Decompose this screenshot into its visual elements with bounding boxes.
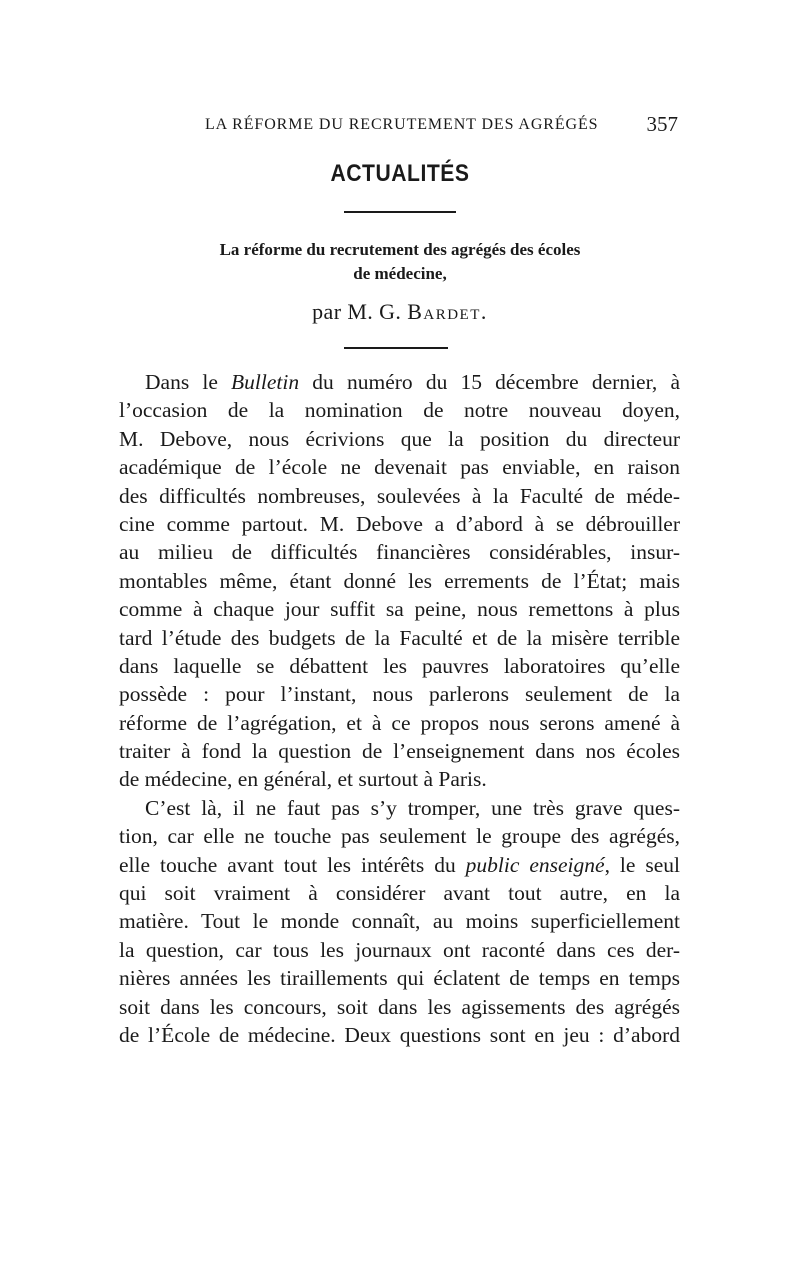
text-line [119,851,680,879]
journal-title: Bulletin [231,370,300,394]
text-line: nières années les tiraillements qui éclatent de temps en temps [119,966,680,991]
section-title: ACTUALITÉS [330,160,470,187]
text-line: de médecine, en général, et surtout à Paris. [119,767,487,792]
text-line [119,368,680,396]
text-line: dans laquelle se débattent les pauvres laboratoires qu’elle [119,653,680,678]
text-line: réforme de l’agrégation, et à ce propos nous serons amené à [119,710,680,735]
text-line: montables même, étant donné les errements de l’État; mais [119,568,680,593]
text-line: C’est là, il ne faut pas s’y tromper, une très grave ques- [145,795,680,820]
running-head [0,112,800,138]
text-line: qui soit vraiment à considérer avant tout autre, en la [119,881,680,906]
divider-rule [344,347,448,349]
running-head-title: LA RÉFORME DU RECRUTEMENT DES AGRÉGÉS [205,116,599,133]
text-span: du numéro du 15 décembre dernier, à [299,370,680,394]
text-line: académique de l’école ne devenait pas enviable, en raison [119,455,680,480]
text-span: , le seul [604,852,680,877]
text-line: matière. Tout le monde connaît, au moins superficiellement [119,909,680,934]
text-line: l’occasion de la nomination de notre nouveau doyen, [119,398,680,423]
article-title-line: de médecine, [353,264,447,283]
page-number: 357 [646,112,678,136]
text-line: des difficultés nombreuses, soulevées à la Faculté de méde- [119,483,680,508]
byline-prefix: par M. G. [312,299,408,324]
text-line: traiter à fond la question de l’enseignement dans nos écoles [119,739,680,764]
text-line: au milieu de difficultés financières considérables, insur- [119,540,680,565]
text-span: Dans le [145,370,232,394]
author-name: Bardet. [407,299,488,324]
text-line: M. Debove, nous écrivions que la position du directeur [119,426,680,451]
article-body [119,368,680,1049]
text-line: tion, car elle ne touche pas seulement le groupe des agrégés, [119,824,680,849]
text-line: de l’École de médecine. Deux questions sont en jeu : d’abord [119,1022,680,1047]
divider-rule [344,211,456,213]
text-line: soit dans les concours, soit dans les agissements des agrégés [119,994,680,1019]
text-span: elle touche avant tout les intérêts du [119,852,466,877]
text-line: tard l’étude des budgets de la Faculté et de la misère terrible [119,625,680,650]
text-line: possède : pour l’instant, nous parlerons seulement de la [119,682,680,707]
article-title [120,238,680,286]
emphasis-text: public enseigné [465,852,605,877]
text-line: la question, car tous les journaux ont raconté dans ces der- [119,937,680,962]
text-line: cine comme partout. M. Debove a d’abord à se débrouiller [119,511,680,536]
text-line: comme à chaque jour suffit sa peine, nous remettons à plus [119,597,680,622]
byline [0,299,800,325]
article-title-line: La réforme du recrutement des agrégés des écoles [219,240,581,259]
